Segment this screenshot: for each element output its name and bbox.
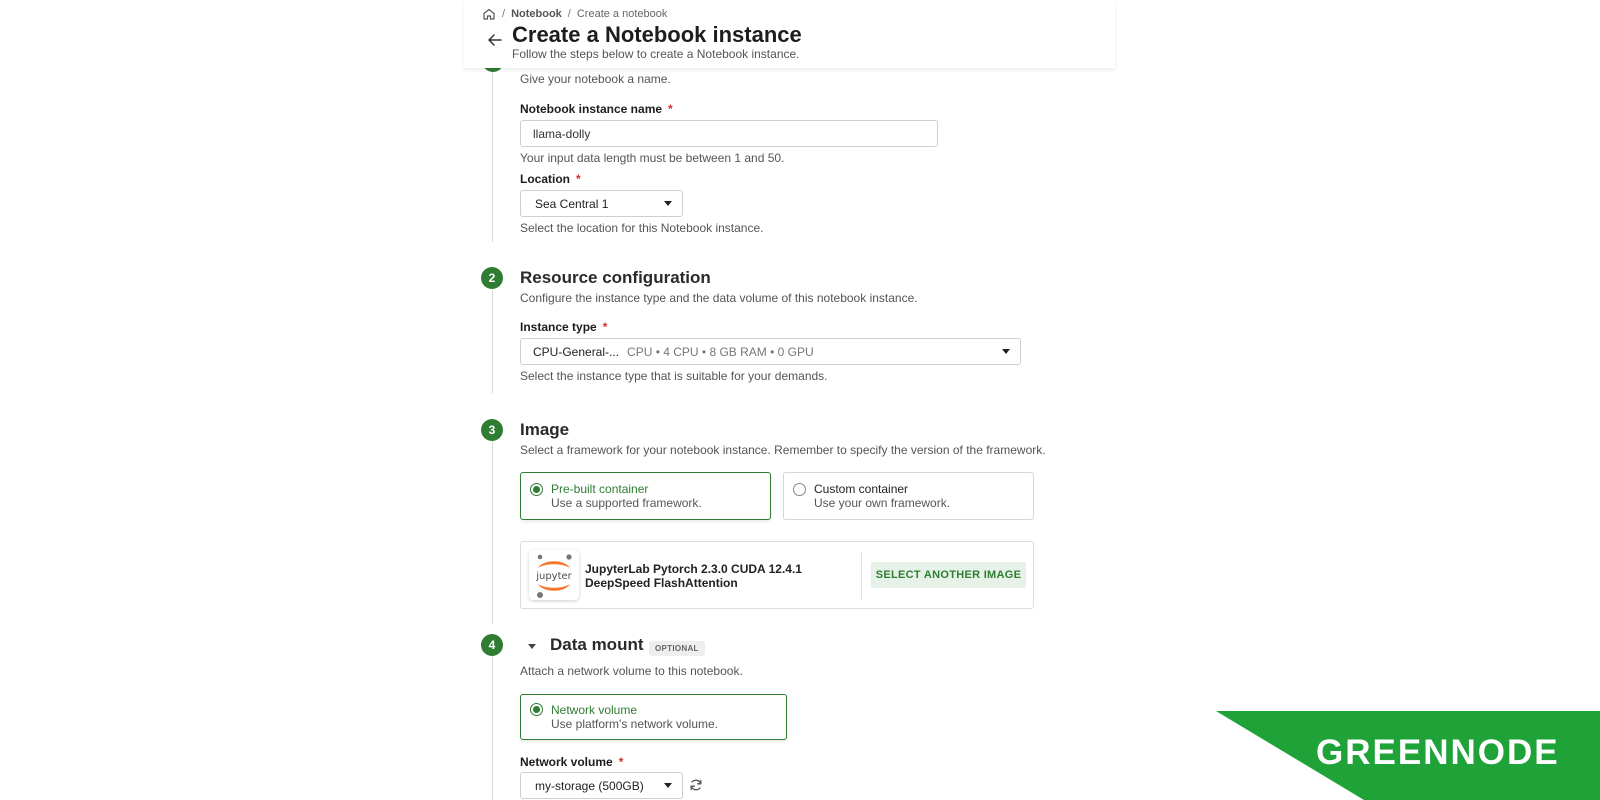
greennode-logo	[1216, 711, 1600, 800]
network-volume-label: Network volume *	[520, 755, 624, 769]
network-volume-title: Network volume	[551, 703, 638, 717]
refresh-icon[interactable]	[689, 778, 703, 792]
step-2-title: Resource configuration	[520, 268, 711, 287]
network-volume-select[interactable]	[520, 772, 683, 799]
step-1-description: Give your notebook a name.	[520, 72, 671, 86]
breadcrumb-notebook-link[interactable]: Notebook	[511, 8, 562, 20]
breadcrumb-separator: /	[567, 8, 571, 20]
jupyter-logo-text: jupyter	[536, 571, 572, 582]
step-connector	[492, 68, 493, 242]
instance-type-hint: Select the instance type that is suitable for your demands.	[520, 369, 828, 383]
breadcrumb	[482, 7, 667, 21]
step-4-indicator: 4	[481, 634, 503, 656]
step-2-description: Configure the instance type and the data volume of this notebook instance.	[520, 291, 918, 305]
instance-type-label: Instance type *	[520, 320, 608, 334]
name-hint: Your input data length must be between 1 and 50.	[520, 151, 785, 165]
step-3-indicator: 3	[481, 419, 503, 441]
prebuilt-desc: Use a supported framework.	[551, 496, 702, 510]
page-subtitle: Follow the steps below to create a Notebook instance.	[512, 47, 800, 61]
prebuilt-container-option[interactable]	[520, 472, 771, 520]
select-another-image-button[interactable]: SELECT ANOTHER IMAGE	[871, 562, 1026, 588]
custom-container-option[interactable]	[783, 472, 1034, 520]
home-icon[interactable]	[482, 7, 496, 21]
custom-radio[interactable]	[793, 483, 806, 496]
chevron-down-icon	[664, 783, 672, 788]
step-connector	[492, 656, 493, 800]
step-3-description: Select a framework for your notebook instance. Remember to specify the version of the framework.	[520, 443, 1046, 457]
divider	[861, 552, 862, 600]
jupyter-logo-icon	[529, 550, 579, 600]
custom-desc: Use your own framework.	[814, 496, 951, 510]
breadcrumb-separator: /	[502, 8, 506, 20]
brand-text: GREENNODE	[1316, 733, 1560, 772]
required-mark: *	[668, 102, 673, 116]
network-volume-radio[interactable]	[530, 703, 543, 716]
step-4-title: Data mount	[550, 635, 644, 654]
required-mark: *	[576, 172, 581, 186]
back-arrow-icon[interactable]	[486, 31, 504, 49]
chevron-down-icon	[664, 201, 672, 206]
instance-type-detail: CPU • 4 CPU • 8 GB RAM • 0 GPU	[627, 344, 814, 359]
network-volume-option[interactable]	[520, 694, 787, 740]
network-volume-desc: Use platform's network volume.	[551, 717, 719, 731]
custom-title: Custom container	[814, 482, 909, 496]
location-select[interactable]	[520, 190, 683, 217]
required-mark: *	[618, 755, 624, 769]
prebuilt-radio[interactable]	[530, 483, 543, 496]
collapse-chevron-icon[interactable]	[528, 644, 536, 649]
prebuilt-title: Pre-built container	[551, 482, 649, 496]
network-volume-value: my-storage (500GB)	[535, 778, 644, 793]
page-title: Create a Notebook instance	[512, 22, 802, 47]
step-connector	[492, 441, 493, 624]
page-header	[464, 0, 1115, 68]
step-3-title: Image	[520, 420, 570, 439]
location-hint: Select the location for this Notebook instance.	[520, 221, 764, 235]
name-label: Notebook instance name *	[520, 102, 673, 116]
location-label: Location *	[520, 172, 581, 186]
instance-type-select[interactable]	[520, 338, 1021, 365]
chevron-down-icon	[1002, 349, 1010, 354]
location-value: Sea Central 1	[535, 196, 609, 211]
notebook-name-input[interactable]: llama-dolly	[520, 120, 938, 147]
breadcrumb-current: Create a notebook	[576, 8, 668, 20]
step-4-description: Attach a network volume to this notebook.	[520, 664, 743, 678]
optional-badge: OPTIONAL	[649, 641, 705, 656]
step-2-indicator: 2	[481, 267, 503, 289]
image-name: JupyterLab Pytorch 2.3.0 CUDA 12.4.1 DeepSpeed FlashAttention	[585, 562, 802, 590]
required-mark: *	[602, 320, 608, 334]
step-connector	[492, 290, 493, 393]
selected-image-card	[520, 541, 1034, 609]
instance-type-value: CPU-General-...	[533, 344, 620, 359]
